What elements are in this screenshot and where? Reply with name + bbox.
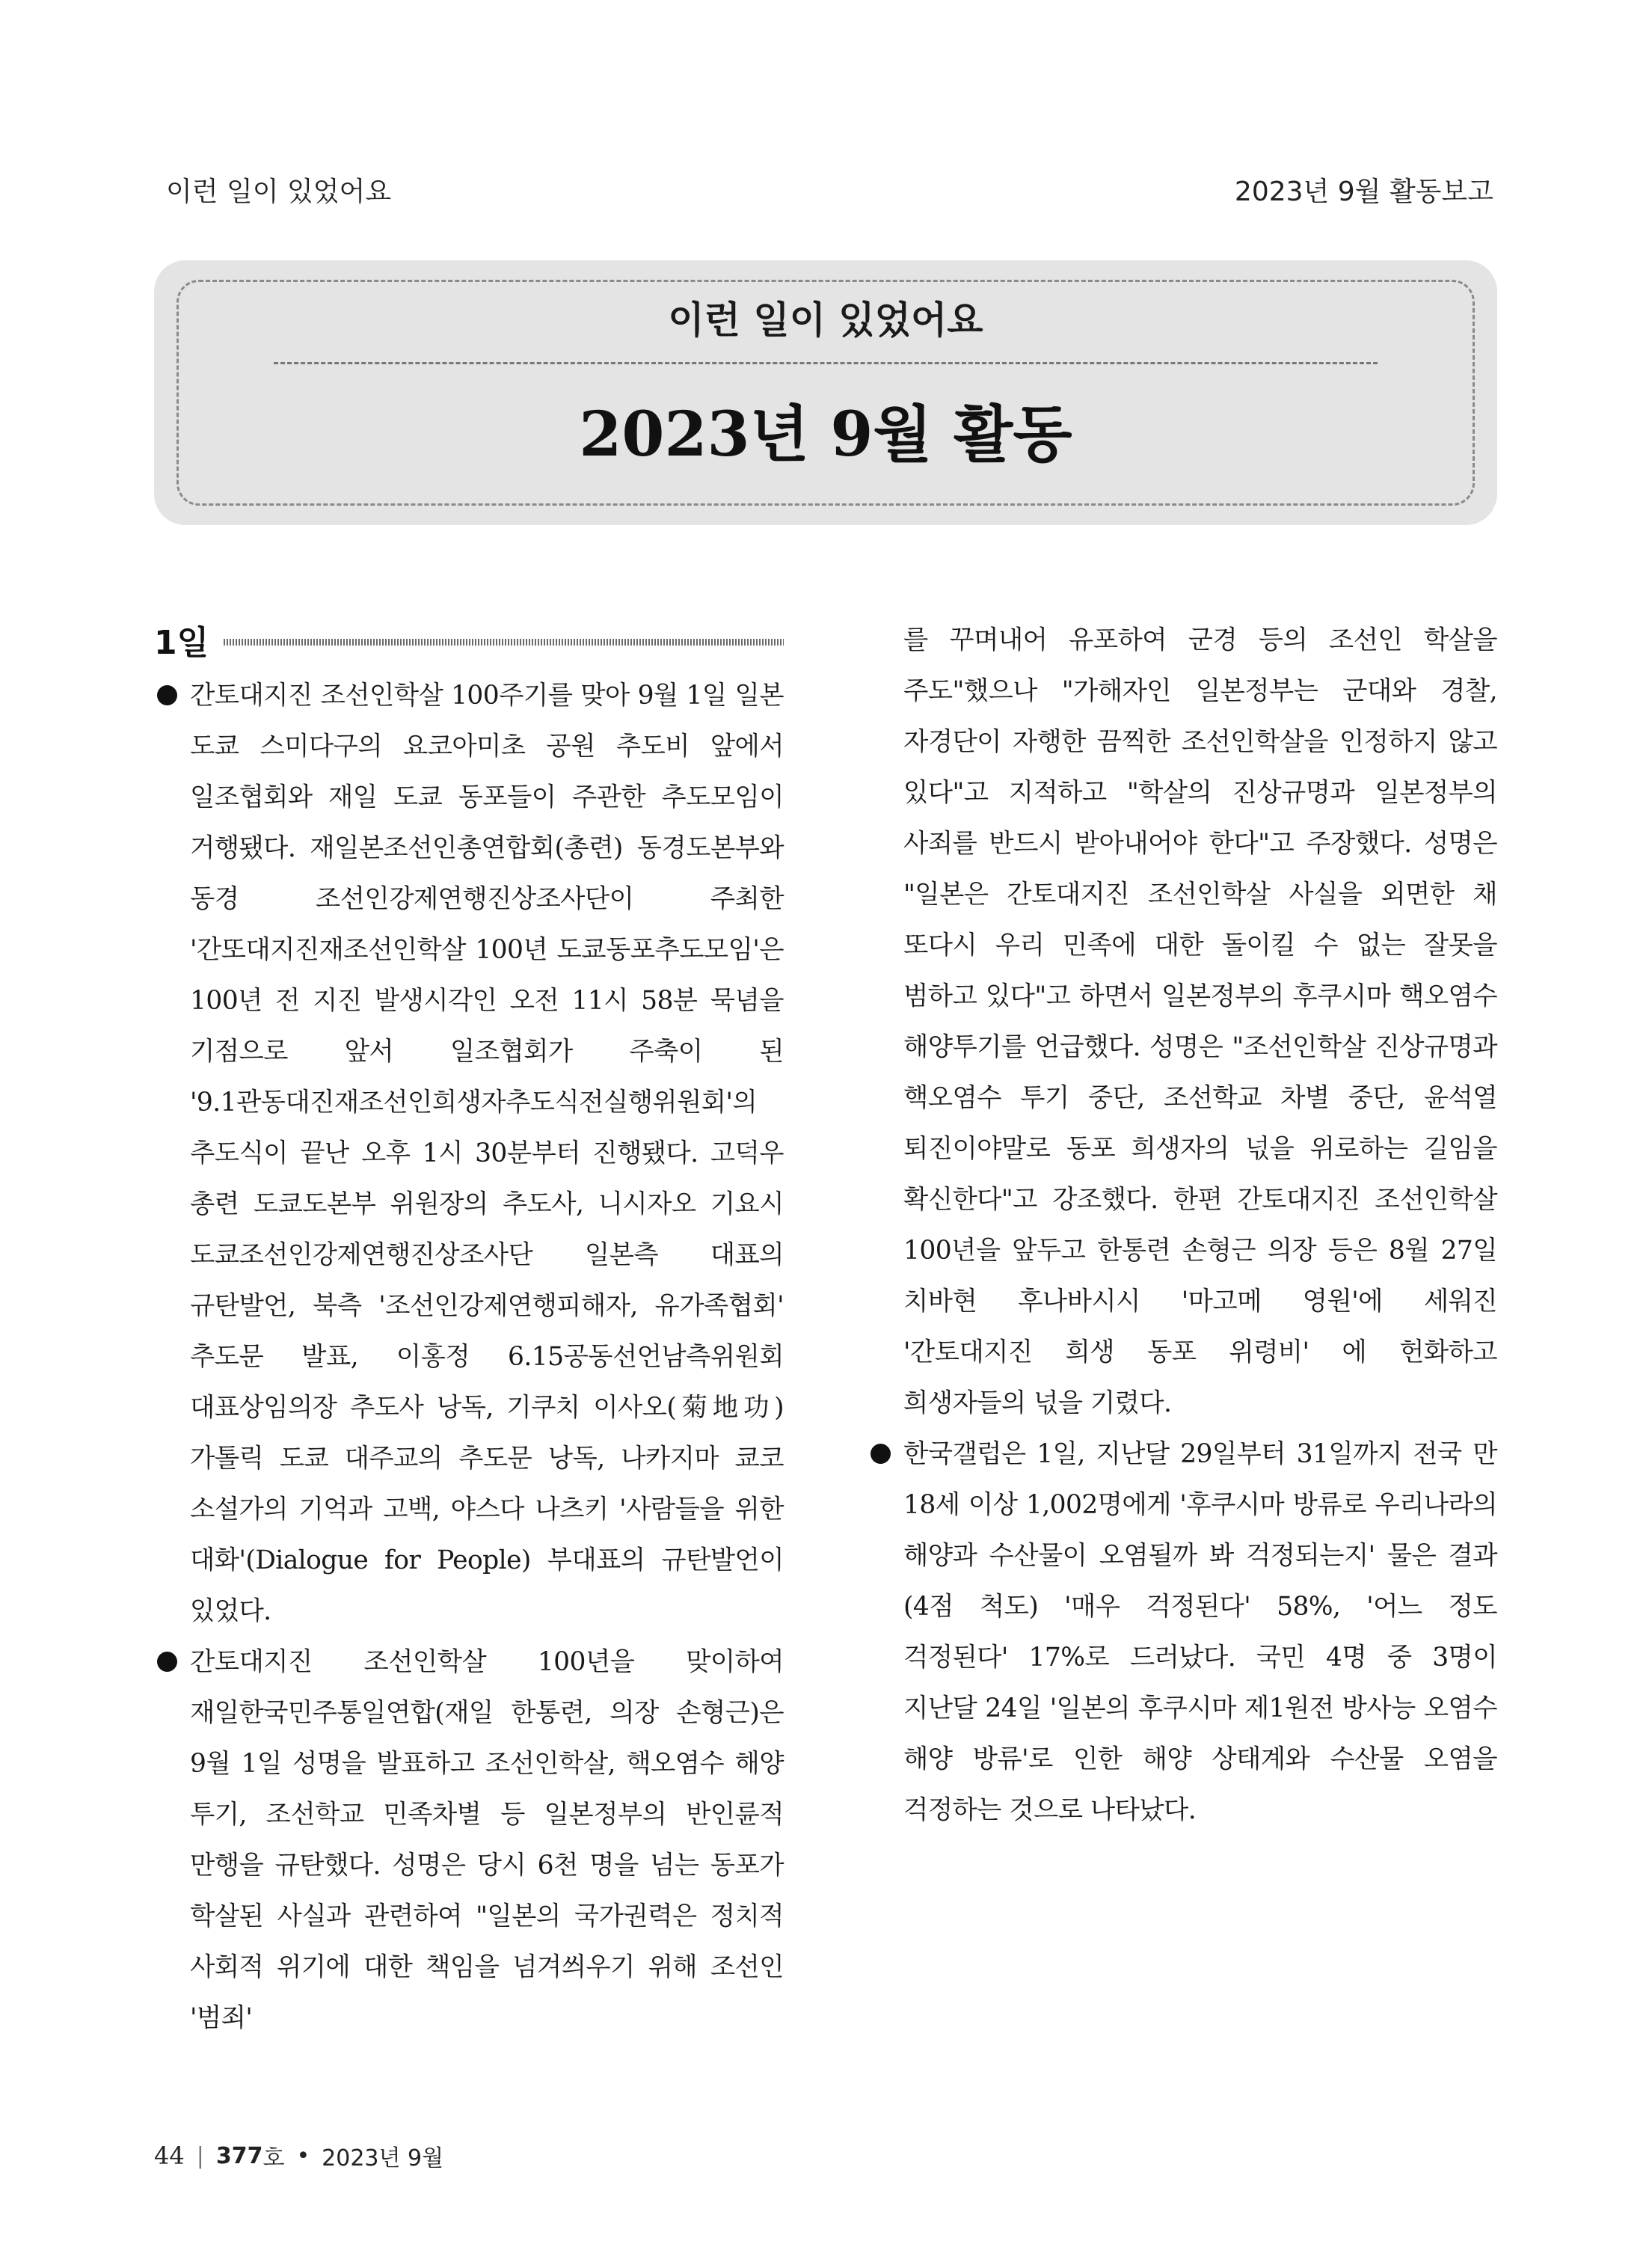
footer-dot: • [296,2142,310,2169]
section-day-label: 1일 [154,624,209,662]
title-box [154,260,1497,525]
news-item-text: 간토대지진 조선인학살 100주기를 맞아 9월 1일 일본 도쿄 스미다구의 요코아미초 공원 추도비 앞에서 일조협회와 재일 도쿄 동포들이 주관한 추도모임이 거행됐다. 재일본조선인총연합회(총련) 동경도본부와 동경 조선인강제연행진상조사단이 주최한 '간또대지진재조선인학살 100년 도쿄동포추도모임'은 100년 전 지진 발생시각인 오전 11시 58분 묵념을 기점으로 앞서 일조협회가 주축이 된 '9.1관동대진재조선인희생자추도식전실행위원회'의 추도식이 끝난 오후 1시 30분부터 진행됐다. 고덕우 총련 도쿄도본부 위원장의 추도사, 니시자오 기요시 도쿄조선인강제연행진상조사단 일본측 대표의 규탄발언, 북측 '조선인강제연행피해자, 유가족협회' 추도문 발표, 이홍정 6.15공동선언남측위원회 대표상임의장 추도사 낭독, 기쿠치 이사오(菊地功) 가톨릭 도쿄 대주교의 추도문 낭독, 나카지마 쿄코 소설가의 기억과 고백, 야스다 나츠키 '사람들을 위한 대화'(Dialogue for People) 부대표의 규탄발언이 있었다. [190,681,784,1626]
page-footer [154,2139,443,2172]
bullet-icon [157,1652,177,1672]
bullet-icon [157,685,177,705]
right-column [868,615,1497,1836]
news-item-text: 간토대지진 조선인학살 100년을 맞이하여 재일한국민주통일연합(재일 한통련, 의장 손형근)은 9월 1일 성명을 발표하고 조선인학살, 핵오염수 해양 투기, 조선학교 민족차별 등 일본정부의 반인륜적 만행을 규탄했다. 성명은 당시 6천 명을 넘는 동포가 학살된 사실과 관련하여 "일본의 국가권력은 정치적 사회적 위기에 대한 책임을 넘겨씌우기 위해 조선인 '범죄' [190,1647,784,2033]
issue-number: 377 [215,2142,263,2169]
news-item-2-continued [868,615,1497,1429]
news-item-text: 한국갤럽은 1일, 지난달 29일부터 31일까지 전국 만 18세 이상 1,002명에게 '후쿠시마 방류로 우리나라의 해양과 수산물이 오염될까 봐 걱정되는지' 물은 결과(4점 척도) '매우 걱정된다' 58%, '어느 정도 걱정된다' 17%로 드러났다. 국민 4명 중 3명이 지난달 24일 '일본의 후쿠시마 제1원전 방사능 오염수 해양 방류'로 인한 해양 상태계와 수산물 오염을 걱정하는 것으로 나타났다. [903,1439,1497,1825]
news-item-3 [868,1429,1497,1836]
news-item-2 [154,1637,784,2044]
section-heading [154,615,784,664]
page-number: 44 [154,2142,185,2170]
bullet-icon [870,1444,891,1464]
left-column [154,615,784,2044]
running-head-report: 2023년 9월 활동보고 [1234,177,1493,207]
issue-date: 2023년 9월 [322,2145,444,2171]
running-head-section: 이런 일이 있었어요 [166,177,392,207]
issue-suffix: 호 [262,2145,285,2171]
page-title: 2023년 9월 활동 [579,399,1072,471]
news-item-1 [154,670,784,1637]
news-item-text: 를 꾸며내어 유포하여 군경 등의 조선인 학살을 주도"했으나 "가해자인 일본정부는 군대와 경찰, 자경단이 자행한 끔찍한 조선인학살을 인정하지 않고 있다"고 지적하고 "학살의 진상규명과 일본정부의 사죄를 반드시 받아내어야 한다"고 주장했다. 성명은 "일본은 간토대지진 조선인학살 사실을 외면한 채 또다시 우리 민족에 대한 돌이킬 수 없는 잘못을 범하고 있다"고 하면서 일본정부의 후쿠시마 핵오염수 해양투기를 언급했다. 성명은 "조선인학살 진상규명과 핵오염수 투기 중단, 조선학교 차별 중단, 윤석열 퇴진이야말로 동포 희생자의 넋을 위로하는 길임을 확신한다"고 강조했다. 한편 간토대지진 조선인학살 100년을 앞두고 한통련 손형근 의장 등은 8월 27일 치바현 후나바시시 '마고메 영원'에 세워진 '간토대지진 희생 동포 위령비' 에 헌화하고 희생자들의 넋을 기렸다. [903,625,1497,1418]
title-divider [274,362,1378,364]
footer-separator: | [196,2142,204,2169]
section-rule [224,639,784,646]
title-box-subtitle: 이런 일이 있었어요 [668,298,983,342]
